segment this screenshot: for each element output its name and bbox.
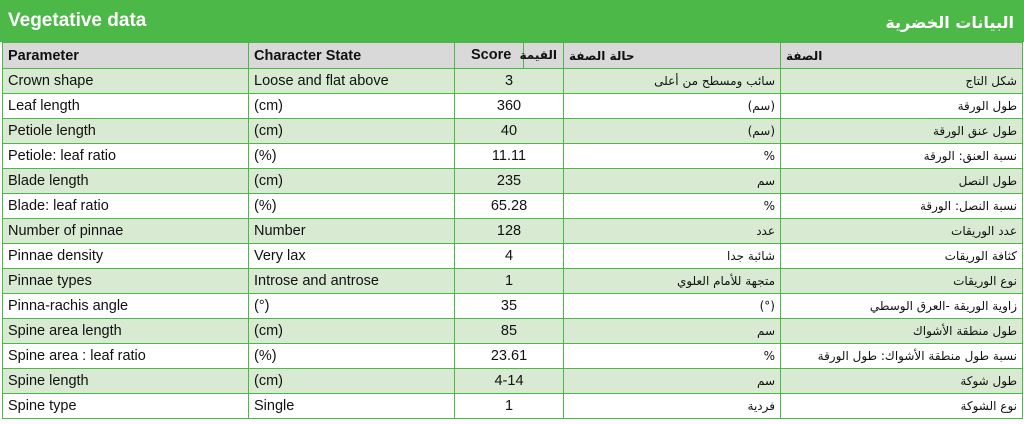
- score-label-english: Score: [471, 47, 512, 63]
- cell-score: 1: [455, 269, 564, 294]
- table-row: [3, 219, 1023, 244]
- cell-score: 3: [455, 69, 564, 94]
- cell-score: 85: [455, 319, 564, 344]
- cell-parameter: Pinnae density: [3, 244, 249, 269]
- cell-parameter-arabic: طول الورقة: [781, 94, 1023, 119]
- cell-parameter: Spine area length: [3, 319, 249, 344]
- cell-parameter: Petiole: leaf ratio: [3, 144, 249, 169]
- table-row: [3, 169, 1023, 194]
- table-row: [3, 69, 1023, 94]
- cell-score: 360: [455, 94, 564, 119]
- cell-state-arabic: %: [564, 344, 781, 369]
- cell-parameter-arabic: كثافة الوريقات: [781, 244, 1023, 269]
- column-header-state-arabic: حالة الصفة: [564, 43, 781, 69]
- title-english: Vegetative data: [8, 10, 147, 31]
- cell-parameter-arabic: نسبة النصل: الورقة: [781, 194, 1023, 219]
- cell-parameter: Blade: leaf ratio: [3, 194, 249, 219]
- table-row: [3, 269, 1023, 294]
- cell-state-arabic: متجهة للأمام العلوي: [564, 269, 781, 294]
- table-row: [3, 94, 1023, 119]
- cell-score: 1: [455, 394, 564, 419]
- cell-state-arabic: (°): [564, 294, 781, 319]
- table-row: [3, 119, 1023, 144]
- cell-state-arabic: سم: [564, 169, 781, 194]
- cell-parameter: Petiole length: [3, 119, 249, 144]
- table-row: [3, 394, 1023, 419]
- cell-character-state: (%): [249, 344, 455, 369]
- cell-character-state: (cm): [249, 369, 455, 394]
- cell-score: 4-14: [455, 369, 564, 394]
- cell-character-state: Single: [249, 394, 455, 419]
- cell-character-state: (°): [249, 294, 455, 319]
- cell-state-arabic: سائب ومسطح من أعلى: [564, 69, 781, 94]
- table-row: [3, 194, 1023, 219]
- cell-parameter-arabic: نسبة العنق: الورقة: [781, 144, 1023, 169]
- cell-score: 128: [455, 219, 564, 244]
- cell-character-state: (%): [249, 144, 455, 169]
- cell-score: 11.11: [455, 144, 564, 169]
- cell-state-arabic: (سم): [564, 119, 781, 144]
- cell-score: 35: [455, 294, 564, 319]
- cell-state-arabic: سم: [564, 369, 781, 394]
- cell-state-arabic: عدد: [564, 219, 781, 244]
- cell-parameter-arabic: طول منطقة الأشواك: [781, 319, 1023, 344]
- column-header-character-state: Character State: [249, 43, 455, 69]
- table-header-row: [3, 43, 1023, 69]
- table-row: [3, 344, 1023, 369]
- table-body: [3, 69, 1023, 419]
- cell-character-state: Loose and flat above: [249, 69, 455, 94]
- cell-parameter-arabic: عدد الوريقات: [781, 219, 1023, 244]
- cell-parameter-arabic: طول النصل: [781, 169, 1023, 194]
- cell-parameter: Pinnae types: [3, 269, 249, 294]
- cell-state-arabic: (سم): [564, 94, 781, 119]
- cell-score: 23.61: [455, 344, 564, 369]
- cell-character-state: Introse and antrose: [249, 269, 455, 294]
- vegetative-data-table: [2, 42, 1023, 419]
- cell-parameter: Spine type: [3, 394, 249, 419]
- table-row: [3, 144, 1023, 169]
- cell-score: 4: [455, 244, 564, 269]
- cell-score: 235: [455, 169, 564, 194]
- cell-state-arabic: %: [564, 194, 781, 219]
- table-row: [3, 294, 1023, 319]
- cell-character-state: (cm): [249, 94, 455, 119]
- cell-parameter-arabic: نوع الوريقات: [781, 269, 1023, 294]
- score-label-arabic: القيمة: [519, 48, 557, 62]
- cell-character-state: (cm): [249, 119, 455, 144]
- cell-parameter-arabic: طول عنق الورقة: [781, 119, 1023, 144]
- column-header-parameter-arabic: الصفة: [781, 43, 1023, 69]
- cell-score: 40: [455, 119, 564, 144]
- cell-parameter-arabic: شكل التاج: [781, 69, 1023, 94]
- cell-parameter-arabic: نوع الشوكة: [781, 394, 1023, 419]
- title-bar: [0, 0, 1024, 42]
- cell-score: 65.28: [455, 194, 564, 219]
- column-header-score: [455, 43, 564, 69]
- cell-state-arabic: شائبة جدا: [564, 244, 781, 269]
- cell-parameter-arabic: زاوية الوريقة -العرق الوسطي: [781, 294, 1023, 319]
- cell-state-arabic: %: [564, 144, 781, 169]
- cell-parameter-arabic: طول شوكة: [781, 369, 1023, 394]
- table-row: [3, 244, 1023, 269]
- cell-parameter: Spine area : leaf ratio: [3, 344, 249, 369]
- cell-parameter: Pinna-rachis angle: [3, 294, 249, 319]
- cell-character-state: Very lax: [249, 244, 455, 269]
- cell-parameter: Leaf length: [3, 94, 249, 119]
- cell-parameter: Number of pinnae: [3, 219, 249, 244]
- cell-parameter: Blade length: [3, 169, 249, 194]
- cell-parameter: Spine length: [3, 369, 249, 394]
- column-header-parameter: Parameter: [3, 43, 249, 69]
- cell-state-arabic: سم: [564, 319, 781, 344]
- cell-character-state: Number: [249, 219, 455, 244]
- cell-character-state: (%): [249, 194, 455, 219]
- cell-character-state: (cm): [249, 169, 455, 194]
- cell-character-state: (cm): [249, 319, 455, 344]
- cell-parameter-arabic: نسبة طول منطقة الأشواك: طول الورقة: [781, 344, 1023, 369]
- title-arabic: البيانات الخضرية: [885, 13, 1014, 32]
- cell-state-arabic: فردية: [564, 394, 781, 419]
- table-row: [3, 319, 1023, 344]
- cell-parameter: Crown shape: [3, 69, 249, 94]
- table-row: [3, 369, 1023, 394]
